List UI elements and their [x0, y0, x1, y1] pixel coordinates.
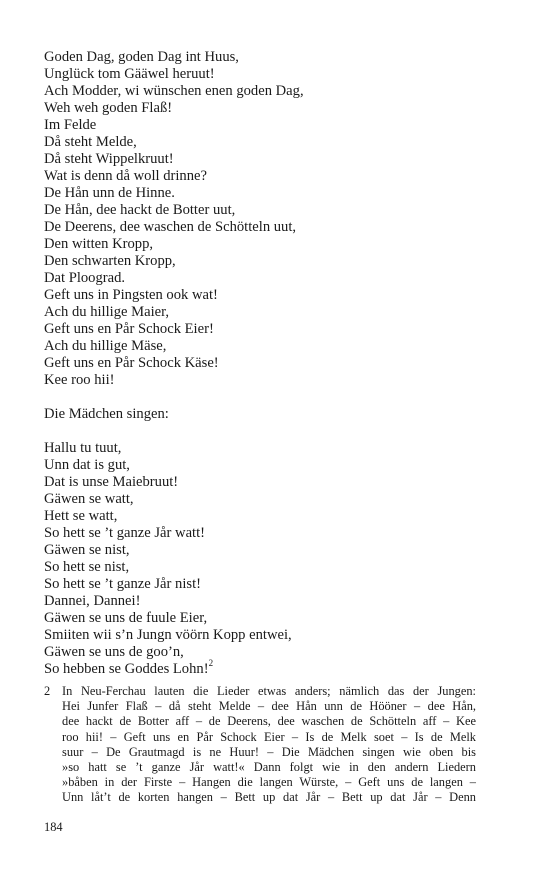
- verse-line: Hett se watt,: [44, 508, 118, 524]
- verse-line: Den schwarten Kropp,: [44, 253, 176, 269]
- verse-line: De Hån, dee hackt de Botter uut,: [44, 202, 236, 218]
- verse-line: Unglück tom Gääwel heruut!: [44, 66, 215, 82]
- footnote-line: dee hackt de Botter aff – de Deerens, dee waschen de Schötteln aff – Kee: [62, 714, 476, 729]
- verse-line: Gäwen se nist,: [44, 542, 130, 558]
- verse-line: Weh weh goden Flaß!: [44, 100, 173, 116]
- verse-line: De Deerens, dee waschen de Schötteln uut,: [44, 219, 297, 235]
- verse-line: So hett se nist,: [44, 559, 130, 575]
- verse-line: Geft uns en Pår Schock Eier!: [44, 321, 214, 337]
- verse-line: Gäwen se watt,: [44, 491, 134, 507]
- verse-line: Den witten Kropp,: [44, 236, 154, 252]
- footnote-line: »båben in der Firste – Hangen die langen Würste, – Geft uns de langen –: [62, 775, 476, 790]
- footnote-line: Unn låt’t de korten hangen – Bett up dat Jår – Bett up dat Jår – Denn: [62, 790, 476, 805]
- verse-line: Ach du hillige Mäse,: [44, 338, 167, 354]
- verse-line-with-note: [44, 658, 514, 678]
- song-text: [44, 49, 514, 678]
- footnote-number: 2: [44, 684, 51, 698]
- verse-line: Då steht Melde,: [44, 134, 137, 150]
- verse-line: Gäwen se uns de goo’n,: [44, 644, 184, 660]
- verse-line: De Hån unn de Hinne.: [44, 185, 175, 201]
- footnote-line: In Neu-Ferchau lauten die Lieder etwas anders; nämlich das der Jungen:: [62, 684, 476, 698]
- footnote-line: roo hii! – Geft uns en Pår Schock Eier – Is de Melk soet – Is de Melk: [62, 729, 476, 744]
- verse-line: Kee roo hii!: [44, 372, 115, 388]
- verse-line: Dannei, Dannei!: [44, 593, 141, 609]
- page-number: 184: [44, 820, 63, 834]
- verse-line: Im Felde: [44, 117, 97, 133]
- verse-line: Hallu tu tuut,: [44, 440, 122, 456]
- verse-line: Gäwen se uns de fuule Eier,: [44, 610, 208, 626]
- verse-line: Geft uns in Pingsten ook wat!: [44, 287, 218, 303]
- stanza-gap: [44, 423, 514, 440]
- footnote-line: Hei Junfer Flaß – då steht Melde – dee Hån unn de Hööner – dee Hån,: [62, 699, 476, 714]
- verse-line: So hett se ’t ganze Jår nist!: [44, 576, 201, 592]
- verse-line: So hett se ’t ganze Jår watt!: [44, 525, 206, 541]
- verse-line: Ach du hillige Maier,: [44, 304, 170, 320]
- footnote-reference[interactable]: 2: [208, 658, 214, 669]
- verse-line: Dat is unse Maiebruut!: [44, 474, 179, 490]
- verse-line: Geft uns en Pår Schock Käse!: [44, 355, 219, 371]
- footnote-text: [62, 684, 476, 806]
- footnote-line: »so hatt se ’t ganze Jår watt!« Dann folgt wie in den andern Liedern: [62, 760, 476, 775]
- verse-line: Ach Modder, wi wünschen enen goden Dag,: [44, 83, 304, 99]
- verse-line: Wat is denn då woll drinne?: [44, 168, 207, 184]
- verse-line: Unn dat is gut,: [44, 457, 130, 473]
- verse-line: Dat Ploograd.: [44, 270, 126, 286]
- section-heading: Die Mädchen singen:: [44, 406, 169, 422]
- verse-line: Smiiten wii s’n Jungn vöörn Kopp entwei,: [44, 627, 292, 643]
- verse-line: Goden Dag, goden Dag int Huus,: [44, 49, 239, 65]
- footnote: [44, 684, 476, 806]
- footnote-line: suur – De Grautmagd is ne Huur! – Die Mädchen singen wie oben bis: [62, 744, 476, 759]
- verse-line: Då steht Wippelkruut!: [44, 151, 174, 167]
- stanza-gap: [44, 389, 514, 406]
- verse-last-line-text: So hebben se Goddes Lohn!: [44, 661, 209, 677]
